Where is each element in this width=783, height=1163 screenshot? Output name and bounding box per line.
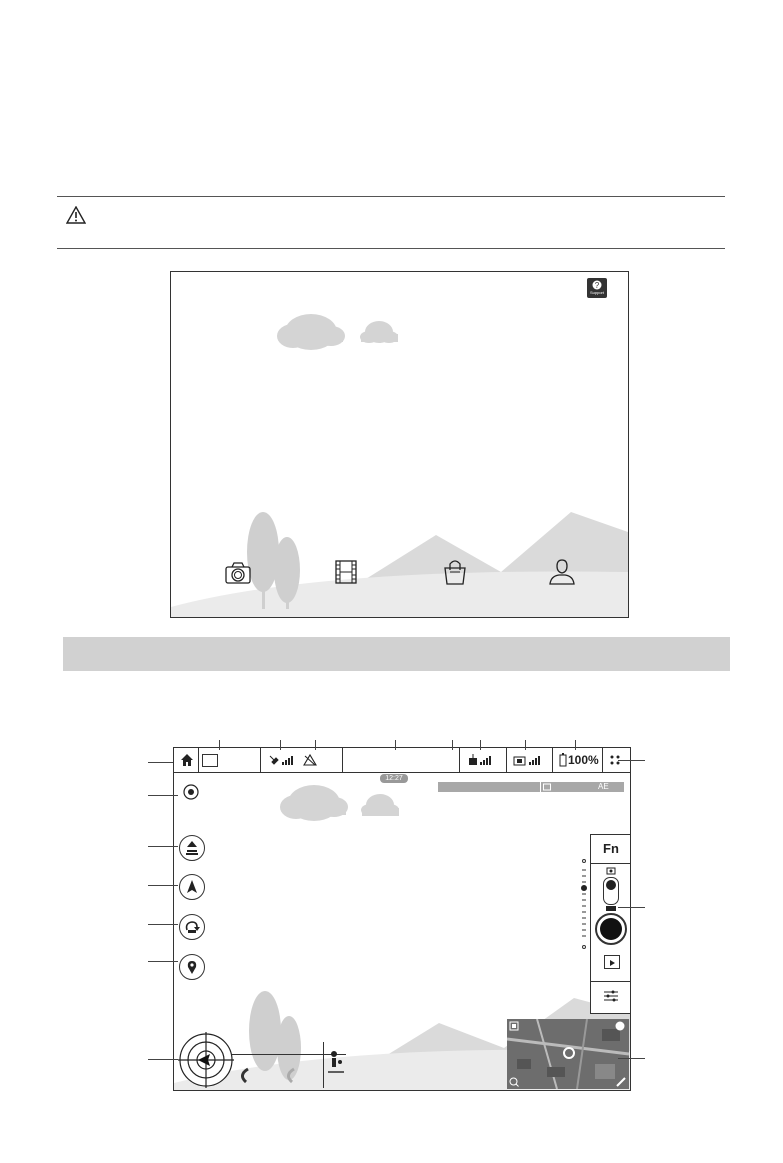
divider: [260, 748, 261, 772]
home-icon[interactable]: [180, 753, 194, 767]
exposure-label: AE: [598, 782, 609, 791]
svg-text:?: ?: [594, 281, 600, 290]
shopping-bag-icon[interactable]: [442, 558, 468, 586]
video-mode-icon: [606, 906, 616, 911]
return-home-icon: [180, 915, 204, 939]
callout-line: [618, 907, 645, 908]
callout-tick: [280, 740, 281, 750]
callout-tick: [525, 740, 526, 750]
callout-tick: [452, 740, 453, 750]
divider: [602, 748, 603, 772]
flight-mode-box: [202, 754, 218, 767]
satellite-icon: [268, 754, 296, 766]
playback-button[interactable]: [604, 955, 620, 969]
divider: [591, 863, 631, 864]
map-graphic: [507, 1019, 629, 1089]
callout-line: [618, 760, 645, 761]
battery-percent: 100%: [568, 753, 599, 767]
waypoint-button[interactable]: [179, 954, 205, 980]
image-format-icon: [543, 783, 551, 791]
takeoff-button[interactable]: [179, 835, 205, 861]
camera-control-panel: [590, 834, 631, 1014]
divider: [198, 748, 199, 772]
callout-line: [148, 846, 178, 847]
obstacle-sensing-icon: [302, 753, 318, 767]
callout-tick: [575, 740, 576, 750]
callout-tick: [480, 740, 481, 750]
distance-gauge: [236, 1066, 308, 1084]
radar-button[interactable]: [181, 782, 201, 802]
camera-badge-text: 12:27: [385, 775, 403, 782]
map-lock-icon[interactable]: [615, 1021, 625, 1031]
mini-map[interactable]: [507, 1019, 629, 1089]
return-to-home-button[interactable]: [179, 914, 205, 940]
divider: [506, 748, 507, 772]
camera-view-illustration: [173, 747, 631, 1091]
divider: [591, 981, 631, 982]
photo-video-toggle[interactable]: [603, 877, 619, 905]
intelligent-flight-icon: [180, 875, 204, 899]
callout-tick: [315, 740, 316, 750]
callout-line: [148, 1059, 178, 1060]
remote-signal-icon: [468, 754, 494, 766]
warning-top-rule: [57, 196, 725, 197]
divider: [323, 1042, 324, 1088]
video-signal-icon: [513, 754, 543, 766]
vision-positioning-icon: [327, 1050, 345, 1076]
map-edit-icon[interactable]: [616, 1077, 626, 1087]
section-heading-bar: [63, 637, 730, 671]
support-button[interactable]: [587, 278, 607, 298]
attitude-indicator: [178, 1032, 234, 1088]
camera-parameters-bar: [438, 782, 624, 792]
map-toggle-icon[interactable]: [509, 1021, 519, 1031]
gimbal-slider[interactable]: [578, 858, 590, 950]
radar-icon: [181, 782, 201, 802]
callout-line: [148, 885, 178, 886]
cloud-icon: [277, 314, 398, 350]
shutter-button[interactable]: [595, 913, 627, 945]
warning-triangle-icon: [66, 206, 86, 224]
play-icon: [605, 957, 619, 969]
parameter-divider: [540, 782, 541, 792]
intelligent-flight-button[interactable]: [179, 874, 205, 900]
callout-line: [148, 762, 173, 763]
map-pin-icon: [180, 955, 204, 979]
user-icon[interactable]: [548, 558, 576, 586]
camera-icon[interactable]: [224, 559, 252, 585]
divider: [552, 748, 553, 772]
callout-tick: [219, 740, 220, 750]
fn-button[interactable]: Fn: [603, 841, 619, 856]
callout-line: [618, 1058, 645, 1059]
question-circle-icon: [592, 280, 602, 290]
zoom-icon[interactable]: [509, 1077, 519, 1087]
divider: [459, 748, 460, 772]
photo-mode-icon: [606, 867, 616, 875]
camera-status-badge: [380, 774, 408, 783]
film-icon[interactable]: [334, 559, 358, 585]
takeoff-icon: [180, 836, 204, 860]
callout-line: [148, 795, 178, 796]
battery-icon: [558, 753, 568, 767]
settings-sliders-icon[interactable]: [603, 989, 619, 1003]
callout-line: [148, 961, 178, 962]
support-label: Support: [589, 290, 604, 295]
divider: [342, 748, 343, 772]
callout-line: [148, 924, 178, 925]
warning-bottom-rule: [57, 248, 725, 249]
home-screen-illustration: [170, 271, 629, 618]
callout-tick: [395, 740, 396, 750]
